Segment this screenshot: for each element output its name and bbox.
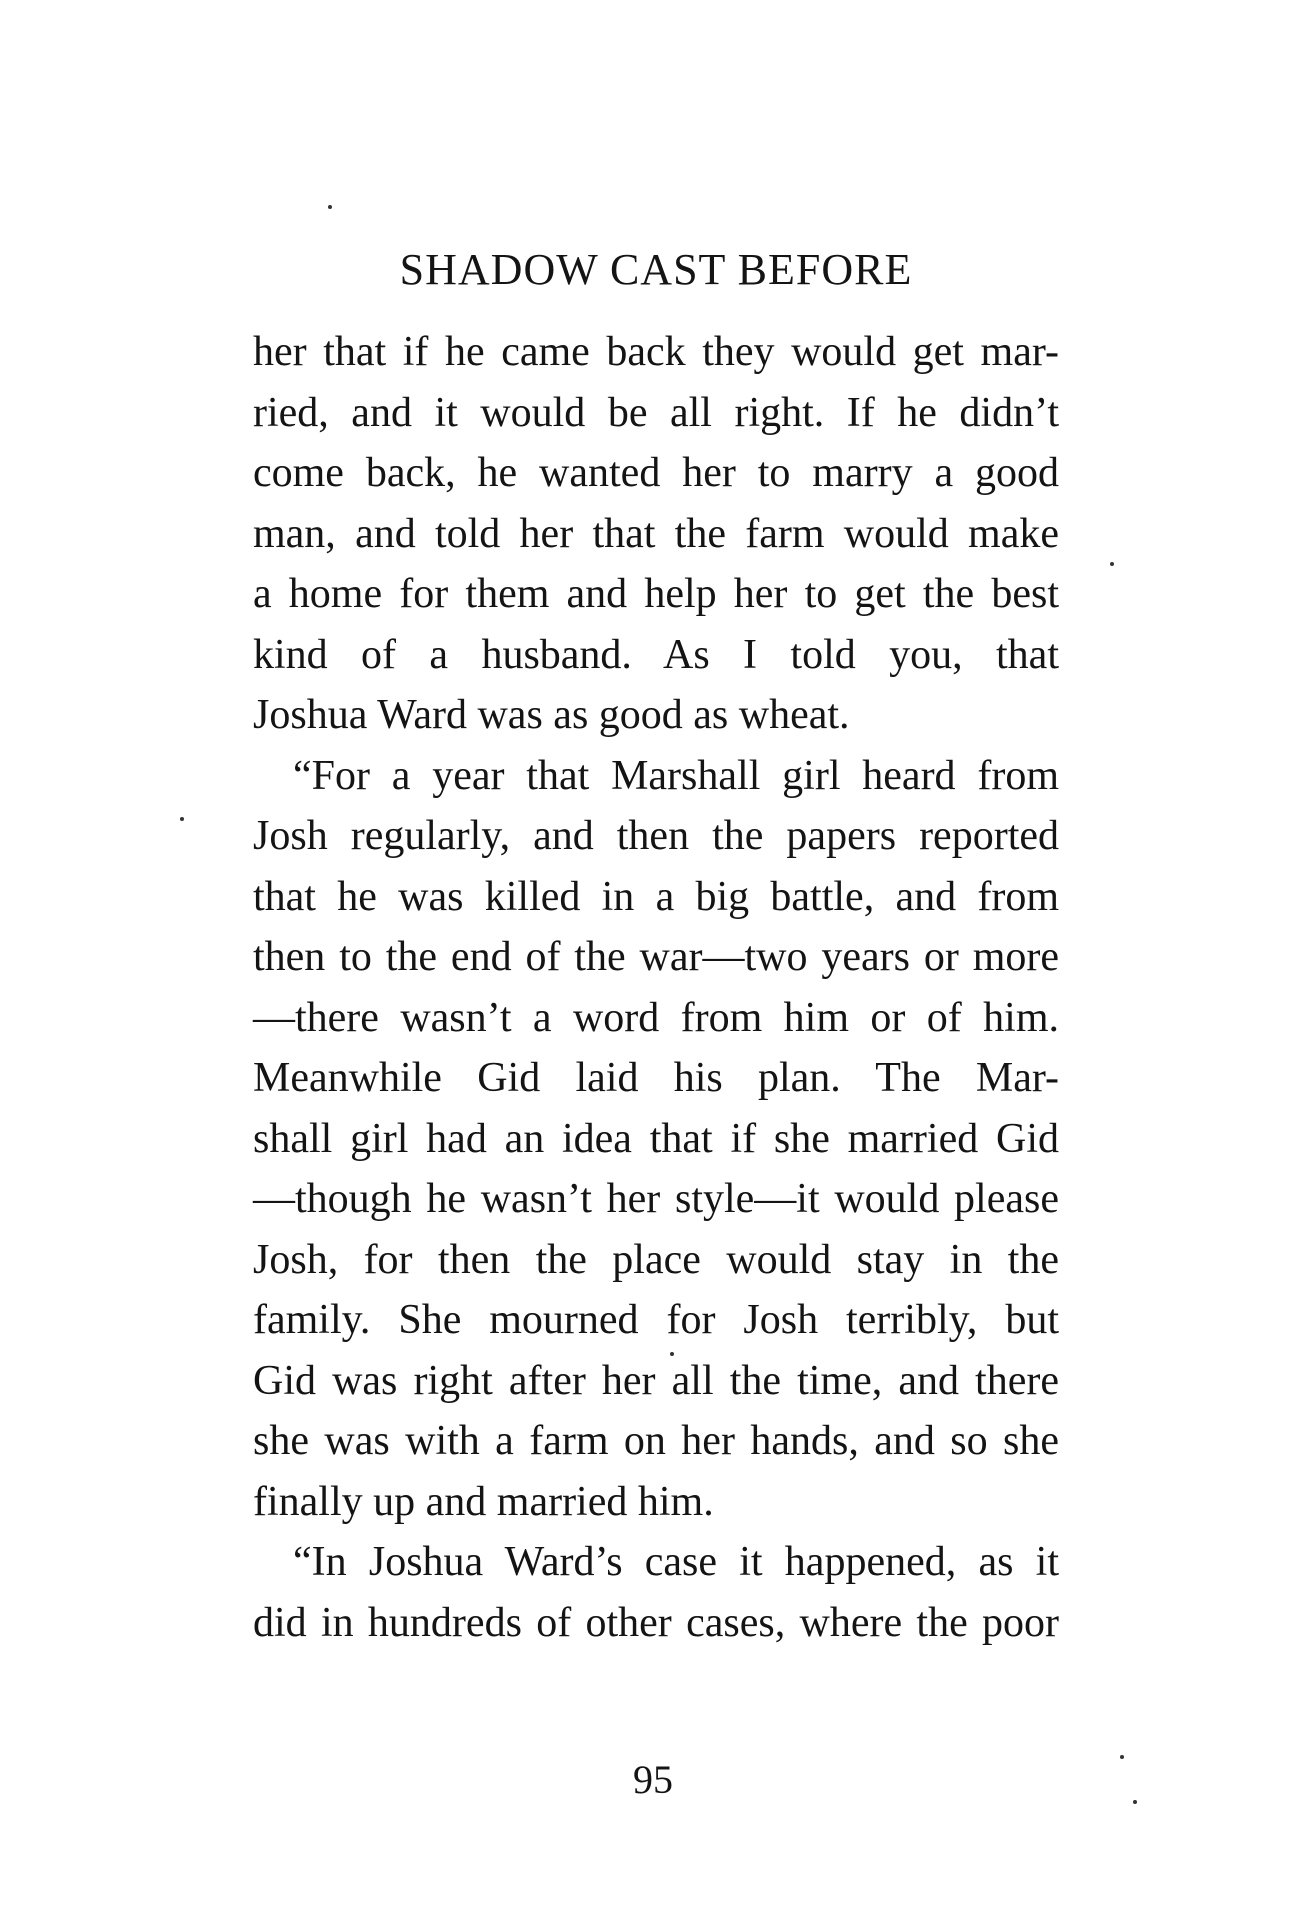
text-line: Josh regularly, and then the papers reported xyxy=(253,813,1059,859)
text-line: she was with a farm on her hands, and so she xyxy=(253,1418,1059,1464)
page-number: 95 xyxy=(633,1757,673,1802)
body-text xyxy=(253,322,1059,1653)
text-line: Meanwhile Gid laid his plan. The Mar- xyxy=(253,1055,1059,1101)
text-line: kind of a husband. As I told you, that xyxy=(253,631,1059,678)
text-line: ried, and it would be all right. If he didn’t xyxy=(253,389,1059,436)
text-line: man, and told her that the farm would make xyxy=(253,510,1059,557)
text-line: shall girl had an idea that if she married Gid xyxy=(253,1115,1059,1162)
print-speck xyxy=(1110,562,1114,566)
text-line: “In Joshua Ward’s case it happened, as it xyxy=(293,1539,1059,1585)
text-line: her that if he came back they would get mar- xyxy=(253,329,1059,375)
print-speck xyxy=(180,817,184,821)
print-speck xyxy=(1133,1800,1137,1804)
text-line: —there wasn’t a word from him or of him. xyxy=(253,994,1059,1041)
running-head: SHADOW CAST BEFORE xyxy=(399,245,913,294)
text-line: Gid was right after her all the time, and there xyxy=(253,1357,1059,1404)
text-line: a home for them and help her to get the best xyxy=(253,571,1059,617)
text-line: that he was killed in a big battle, and from xyxy=(253,873,1059,920)
text-line: —though he wasn’t her style—it would please xyxy=(253,1176,1059,1222)
text-line: Joshua Ward was as good as wheat. xyxy=(253,692,850,738)
print-speck xyxy=(328,205,332,209)
text-line: Josh, for then the place would stay in the xyxy=(253,1236,1059,1283)
print-speck xyxy=(1120,1755,1124,1759)
text-line: come back, he wanted her to marry a good xyxy=(253,450,1059,496)
text-line: then to the end of the war—two years or more xyxy=(253,934,1059,980)
text-line: “For a year that Marshall girl heard from xyxy=(293,752,1059,799)
text-line: family. She mourned for Josh terribly, but xyxy=(253,1297,1059,1343)
text-line: finally up and married him. xyxy=(253,1478,714,1525)
print-speck xyxy=(670,1352,674,1356)
text-line: did in hundreds of other cases, where the poor xyxy=(253,1599,1059,1646)
